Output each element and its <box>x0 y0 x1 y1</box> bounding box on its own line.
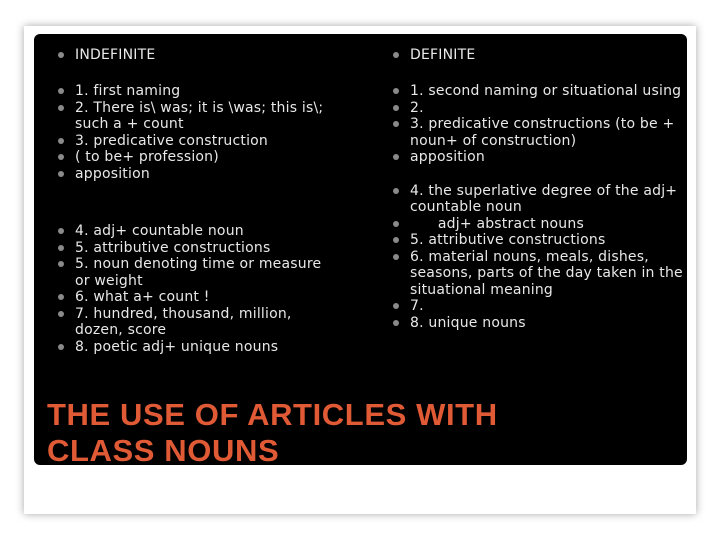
definite-header-list <box>369 47 689 64</box>
list-item: 4. the superlative degree of the adj+ countable noun <box>369 183 689 216</box>
indefinite-list-1 <box>34 83 354 182</box>
list-item: 2. <box>369 100 689 117</box>
list-item: apposition <box>34 166 354 183</box>
indefinite-header: INDEFINITE <box>34 47 354 64</box>
list-item: 7. <box>369 298 689 315</box>
slide-title: THE USE OF ARTICLES WITH CLASS NOUNS <box>47 397 498 468</box>
list-item: 2. There is\ was; it is \was; this is\; such a + count <box>34 100 354 133</box>
list-item: 6. material nouns, meals, dishes, seasons, parts of the day taken in the situational meaning <box>369 249 689 299</box>
list-item: apposition <box>369 149 689 166</box>
list-item: ( to be+ profession) <box>34 149 354 166</box>
list-spacer <box>369 166 689 183</box>
list-item: adj+ abstract nouns <box>369 216 689 233</box>
list-item: 5. noun denoting time or measure or weight <box>34 256 334 289</box>
list-item: 3. predicative construction <box>34 133 354 150</box>
list-item: 8. unique nouns <box>369 315 689 332</box>
indefinite-list-2 <box>34 223 334 355</box>
list-item: 5. attributive constructions <box>369 232 689 249</box>
list-item: 6. what a+ count ! <box>34 289 334 306</box>
list-item: 3. predicative constructions (to be + noun+ of construction) <box>369 116 689 149</box>
list-item: 1. second naming or situational using <box>369 83 689 100</box>
list-item: 5. attributive constructions <box>34 240 334 257</box>
definite-list <box>369 83 689 331</box>
indefinite-header-list <box>34 47 354 64</box>
definite-header: DEFINITE <box>369 47 689 64</box>
list-item: 7. hundred, thousand, million, dozen, score <box>34 306 334 339</box>
list-item: 8. poetic adj+ unique nouns <box>34 339 334 356</box>
list-item: 4. adj+ countable noun <box>34 223 334 240</box>
list-item: 1. first naming <box>34 83 354 100</box>
